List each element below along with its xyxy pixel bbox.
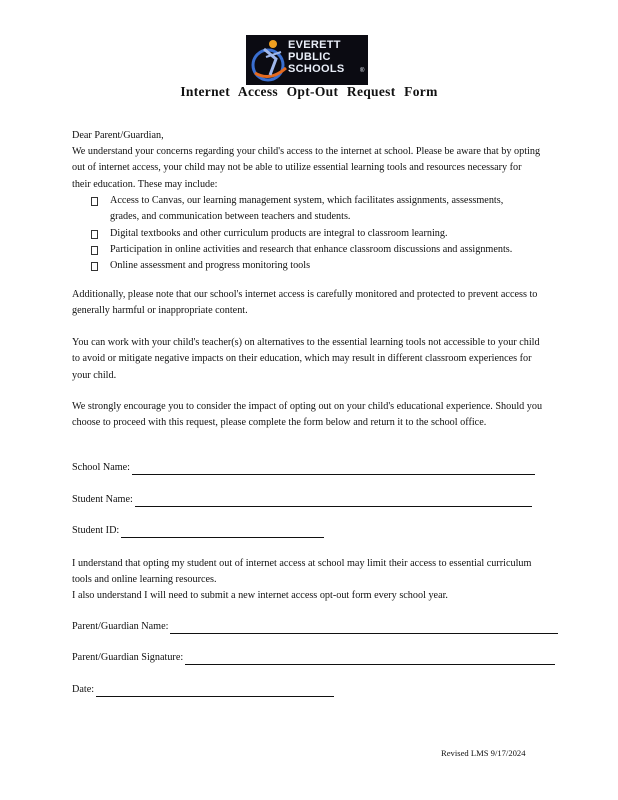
list-item-text: Access to Canvas, our learning management system, which facilitates assignments, assessments, grades, and communication between teachers and students.	[110, 195, 504, 223]
guardian-signature-line[interactable]	[185, 653, 555, 665]
student-id-line[interactable]	[121, 526, 324, 538]
student-name-line[interactable]	[135, 495, 532, 507]
understand-statement: I understand that opting my student out of internet access at school may limit their access to essential curriculum tools and online learning resources.	[72, 558, 532, 586]
checkbox-glyph-icon	[91, 197, 98, 206]
student-id-field[interactable]	[72, 524, 324, 538]
revision-note: Revised LMS 9/17/2024	[441, 748, 526, 758]
school-name-label: School Name:	[72, 462, 131, 473]
guardian-name-line[interactable]	[170, 622, 558, 634]
additionally-paragraph: Additionally, please note that our school's internet access is carefully monitored and protected to prevent access to generally harmful or inappropriate content.	[72, 289, 538, 317]
list-item	[91, 258, 531, 274]
alternatives-paragraph: You can work with your child's teacher(s) on alternatives to the essential learning tools not accessible to your child to avoid or mitigate negative impacts on their education, which may result in different classroom experiences for your child.	[72, 337, 540, 381]
list-item	[91, 242, 531, 258]
district-logo	[246, 35, 368, 85]
annual-renewal-statement: I also understand I will need to submit a new internet access opt-out form every school year.	[72, 590, 448, 601]
checkbox-glyph-icon	[91, 262, 98, 271]
list-item	[91, 226, 531, 242]
list-item-text: Online assessment and progress monitoring tools	[110, 260, 311, 272]
logo-line-2: PUBLIC	[288, 51, 331, 63]
school-name-field[interactable]	[72, 461, 535, 475]
resource-list	[91, 193, 531, 274]
encourage-paragraph: We strongly encourage you to consider the impact of opting out on your child's educational experience. Should you choose to proceed with this request, please complete the form below and return it to the school office.	[72, 401, 543, 429]
date-line[interactable]	[96, 685, 334, 697]
intro-paragraph: We understand your concerns regarding your child's access to the internet at school. Please be aware that by opting out of internet access, your child may not be able to utilize essential learning tools and resources necessary for their education. These may include:	[72, 146, 541, 190]
date-label: Date:	[72, 684, 95, 695]
student-id-label: Student ID:	[72, 525, 120, 536]
logo-line-1: EVERETT	[288, 39, 341, 51]
logo-trademark: ®	[360, 68, 365, 74]
guardian-signature-field[interactable]	[72, 651, 555, 665]
list-item	[91, 193, 531, 226]
checkbox-glyph-icon	[91, 230, 98, 239]
student-name-field[interactable]	[72, 493, 532, 507]
school-name-line[interactable]	[132, 463, 535, 475]
logo-line-3: SCHOOLS	[288, 63, 345, 75]
guardian-signature-label: Parent/Guardian Signature:	[72, 652, 184, 663]
list-item-text: Participation in online activities and research that enhance classroom discussions and assignments.	[110, 243, 513, 255]
date-field[interactable]	[72, 683, 334, 697]
list-item-text: Digital textbooks and other curriculum products are integral to classroom learning.	[110, 227, 448, 239]
guardian-name-label: Parent/Guardian Name:	[72, 621, 169, 632]
form-title: Internet Access Opt-Out Request Form	[180, 84, 438, 99]
guardian-name-field[interactable]	[72, 620, 558, 634]
student-name-label: Student Name:	[72, 494, 133, 505]
greeting: Dear Parent/Guardian,	[72, 130, 164, 141]
checkbox-glyph-icon	[91, 246, 98, 255]
